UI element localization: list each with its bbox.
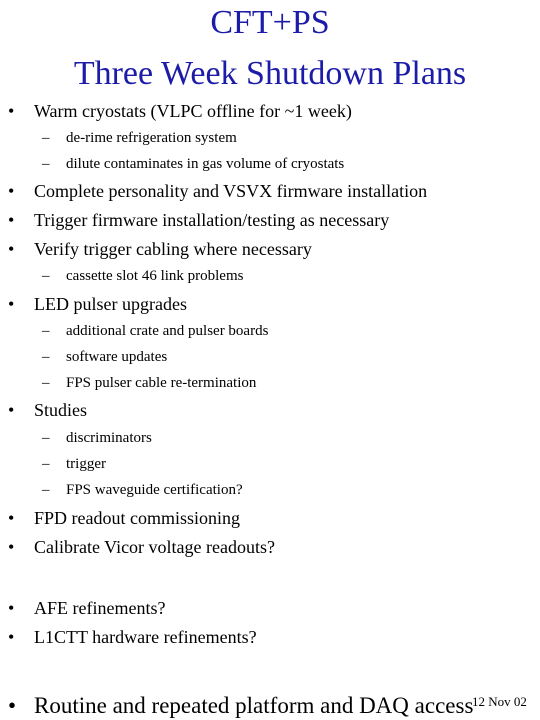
sub-bullet-text: dilute contaminates in gas volume of cryostats	[66, 156, 345, 172]
bullet-text: Complete personality and VSVX firmware installation	[34, 181, 428, 201]
bullet-icon: •	[8, 210, 15, 230]
slide-title-line-2: Three Week Shutdown Plans	[73, 55, 467, 92]
bullet-item	[8, 238, 312, 260]
sub-bullet-item	[42, 428, 152, 448]
sub-bullet-text: trigger	[66, 456, 106, 472]
dash-icon: –	[42, 323, 50, 339]
bullet-icon: •	[8, 693, 17, 718]
bullet-text: L1CTT hardware refinements?	[34, 627, 257, 647]
dash-icon: –	[42, 349, 50, 365]
bullet-text: Trigger firmware installation/testing as necessary	[34, 210, 390, 230]
bullet-item	[8, 293, 187, 315]
sub-bullet-item	[42, 480, 243, 500]
bullet-item	[8, 507, 240, 529]
sub-bullet-item	[42, 454, 106, 474]
bullet-icon: •	[8, 181, 15, 201]
bullet-item	[8, 626, 257, 648]
sub-bullet-item	[42, 128, 237, 148]
final-bullet-text: Routine and repeated platform and DAQ access	[34, 693, 474, 718]
bullet-icon: •	[8, 627, 15, 647]
dash-icon: –	[42, 268, 50, 284]
sub-bullet-text: cassette slot 46 link problems	[66, 268, 244, 284]
bullet-icon: •	[8, 239, 15, 259]
bullet-text: Studies	[34, 400, 88, 420]
bullet-icon: •	[8, 598, 15, 618]
bullet-icon: •	[8, 294, 15, 314]
sub-bullet-text: additional crate and pulser boards	[66, 323, 269, 339]
bullet-item	[8, 597, 165, 619]
bullet-text: AFE refinements?	[34, 598, 166, 618]
final-bullet-item	[8, 693, 473, 719]
sub-bullet-item	[42, 347, 167, 367]
bullet-item	[8, 209, 389, 231]
bullet-text: Warm cryostats (VLPC offline for ~1 week)	[34, 101, 352, 121]
bullet-text: Calibrate Vicor voltage readouts?	[34, 537, 275, 557]
bullet-item	[8, 399, 87, 421]
bullet-icon: •	[8, 537, 15, 557]
sub-bullet-text: discriminators	[66, 430, 152, 446]
dash-icon: –	[42, 482, 50, 498]
footer-date: 12 Nov 02	[472, 694, 527, 709]
dash-icon: –	[42, 430, 50, 446]
sub-bullet-text: de-rime refrigeration system	[66, 130, 237, 146]
sub-bullet-item	[42, 266, 243, 286]
dash-icon: –	[42, 156, 50, 172]
bullet-text: FPD readout commissioning	[34, 508, 240, 528]
sub-bullet-text: software updates	[66, 349, 168, 365]
slide-title-line-1: CFT+PS	[210, 4, 330, 41]
bullet-icon: •	[8, 400, 15, 420]
sub-bullet-item	[42, 373, 256, 393]
bullet-text: Verify trigger cabling where necessary	[34, 239, 312, 259]
bullet-item	[8, 100, 352, 122]
bullet-icon: •	[8, 101, 15, 121]
dash-icon: –	[42, 130, 50, 146]
sub-bullet-item	[42, 154, 344, 174]
sub-bullet-text: FPS pulser cable re-termination	[66, 375, 257, 391]
bullet-item	[8, 536, 275, 558]
sub-bullet-item	[42, 321, 268, 341]
sub-bullet-text: FPS waveguide certification?	[66, 482, 243, 498]
bullet-item	[8, 180, 427, 202]
dash-icon: –	[42, 456, 50, 472]
bullet-icon: •	[8, 508, 15, 528]
dash-icon: –	[42, 375, 50, 391]
bullet-text: LED pulser upgrades	[34, 294, 187, 314]
